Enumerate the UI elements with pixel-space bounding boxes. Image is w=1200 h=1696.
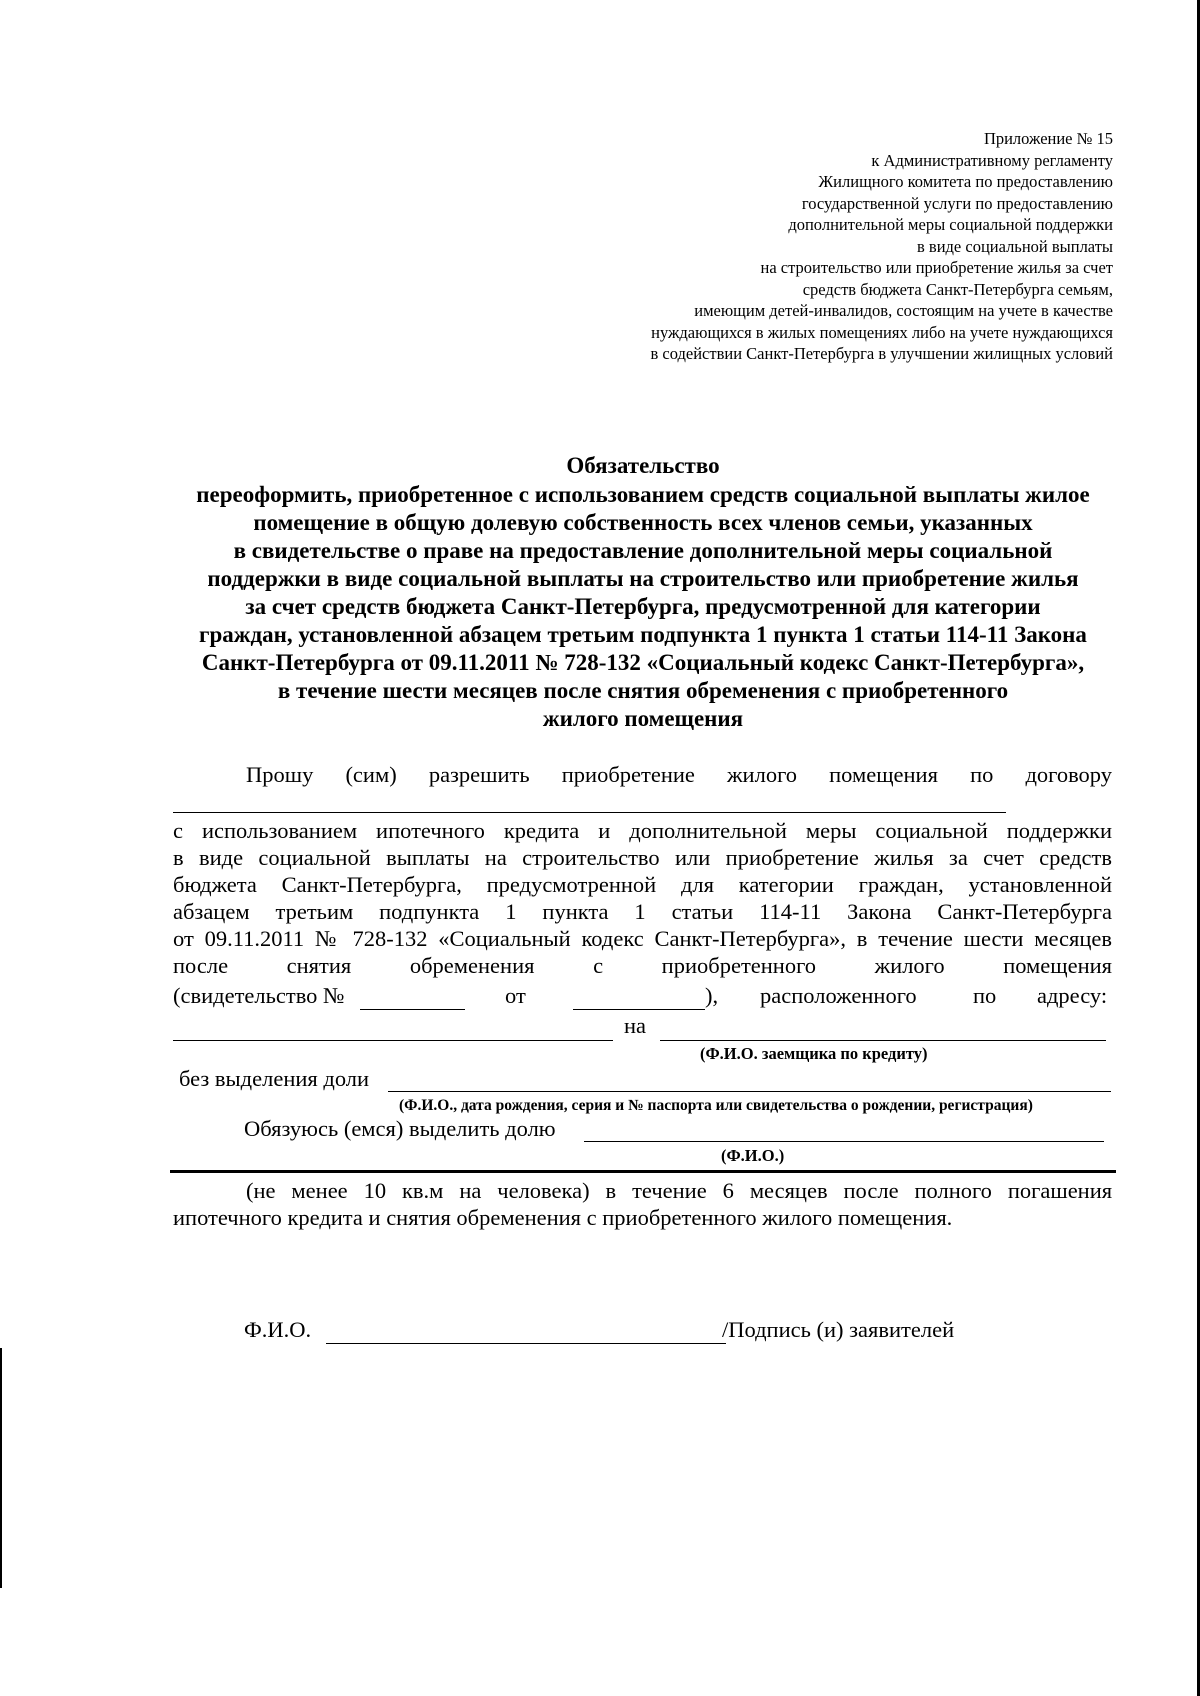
- certificate-from: от: [505, 983, 526, 1008]
- commit-blank-line[interactable]: [584, 1141, 1104, 1142]
- body-line: абзацем третьим подпункта 1 пункта 1 статьи 114-11 Закона Санкт-Петербурга: [173, 899, 1112, 924]
- commit-label: Обязуюсь (емся) выделить долю: [244, 1116, 556, 1141]
- body-line: бюджета Санкт-Петербурга, предусмотренной для категории граждан, установленной: [173, 872, 1112, 897]
- header-line: нуждающихся в жилых помещениях либо на учете нуждающихся: [651, 322, 1113, 342]
- closing-line: (не менее 10 кв.м на человека) в течение 6 месяцев после полного погашения: [246, 1178, 1113, 1203]
- certificate-close: ),: [705, 983, 719, 1008]
- closing-line-2: ипотечного кредита и снятия обременения с приобретенного жилого помещения.: [173, 1205, 953, 1230]
- title-heading: Обязательство: [566, 453, 720, 478]
- page-edge-left: [0, 1348, 2, 1588]
- title-line: помещение в общую долевую собственность всех членов семьи, указанных: [253, 510, 1033, 535]
- title-line: за счет средств бюджета Санкт-Петербурга, предусмотренной для категории: [245, 594, 1041, 619]
- commit-caption: (Ф.И.О.): [721, 1146, 785, 1165]
- header-line: Жилищного комитета по предоставлению: [818, 172, 1113, 191]
- title-line: граждан, установленной абзацем третьим подпункта 1 пункта 1 статьи 114-11 Закона: [199, 622, 1087, 647]
- request-first-line: Прошу (сим) разрешить приобретение жилого помещения по договору: [246, 762, 1113, 787]
- body-line: от 09.11.2011 № 728-132 «Социальный кодекс Санкт-Петербурга», в течение шести месяцев: [173, 926, 1112, 951]
- address-blank-line[interactable]: [173, 1040, 613, 1041]
- certificate-prefix: (свидетельство №: [173, 983, 345, 1008]
- no-share-caption: (Ф.И.О., дата рождения, серия и № паспорта или свидетельства о рождении, регистрация): [399, 1097, 1033, 1114]
- title-line: в течение шести месяцев после снятия обременения с приобретенного: [277, 678, 1009, 703]
- on-label: на: [624, 1013, 647, 1038]
- borrower-caption: (Ф.И.О. заемщика по кредиту): [700, 1044, 928, 1063]
- header-line: имеющим детей-инвалидов, состоящим на учете в качестве: [694, 301, 1113, 320]
- signature-name-blank[interactable]: [326, 1343, 726, 1344]
- separator-rule: [170, 1170, 1116, 1173]
- appendix-header: [560, 128, 1113, 365]
- header-line: государственной услуги по предоставлению: [801, 193, 1113, 213]
- header-line: средств бюджета Санкт-Петербурга семьям,: [802, 279, 1113, 299]
- certificate-address: адресу:: [1037, 983, 1108, 1008]
- header-line: на строительство или приобретение жилья за счет: [760, 258, 1113, 277]
- body-line: с использованием ипотечного кредита и дополнительной меры социальной поддержки: [173, 818, 1112, 843]
- title-line: в свидетельстве о праве на предоставление дополнительной меры социальной: [233, 538, 1053, 563]
- header-line: в содействии Санкт-Петербурга в улучшении жилищных условий: [650, 344, 1113, 363]
- body-line: после снятия обременения с приобретенного жилого помещения: [173, 953, 1113, 978]
- title-line: Санкт-Петербурга от 09.11.2011 № 728-132 «Социальный кодекс Санкт-Петербурга»,: [201, 650, 1085, 675]
- certificate-date-blank[interactable]: [573, 1009, 705, 1010]
- document-title: [168, 452, 1118, 733]
- signature-name-label: Ф.И.О.: [244, 1317, 312, 1342]
- no-share-label: без выделения доли: [179, 1066, 370, 1091]
- header-line: дополнительной меры социальной поддержки: [788, 215, 1113, 234]
- body-line: в виде социальной выплаты на строительство или приобретение жилья за счет средств: [173, 845, 1112, 870]
- title-line: поддержки в виде социальной выплаты на строительство или приобретение жилья: [207, 566, 1079, 591]
- header-line: Приложение № 15: [983, 129, 1113, 148]
- header-line: в виде социальной выплаты: [916, 236, 1113, 256]
- title-line: жилого помещения: [542, 706, 744, 731]
- certificate-by: по: [973, 983, 997, 1008]
- contract-blank-line[interactable]: [173, 812, 1006, 813]
- certificate-number-blank[interactable]: [360, 1009, 465, 1010]
- title-line: переоформить, приобретенное с использованием средств социальной выплаты жилое: [196, 482, 1090, 507]
- certificate-located: расположенного: [760, 983, 917, 1008]
- header-line: к Административному регламенту: [871, 150, 1113, 170]
- signature-sign-label: /Подпись (и) заявителей: [722, 1317, 955, 1342]
- no-share-blank-line[interactable]: [388, 1091, 1111, 1092]
